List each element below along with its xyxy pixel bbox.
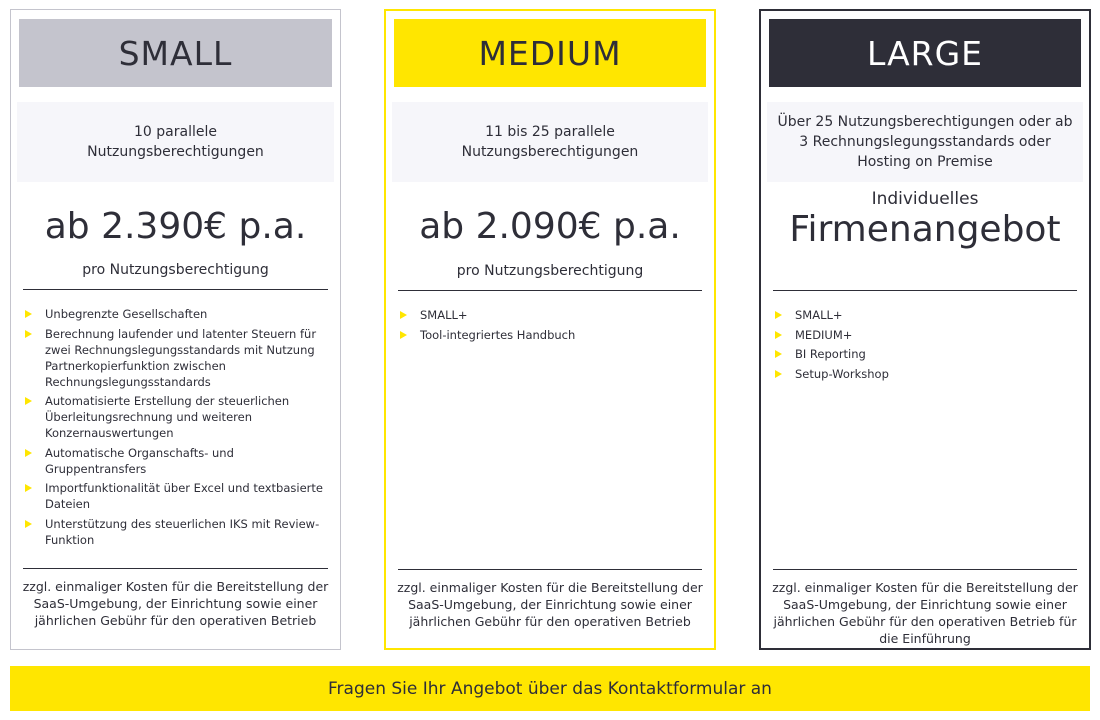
feature-item: Automatisierte Erstellung der steuerlichen Überleitungsrechnung und weiteren Konzernauswertungen [25,393,328,441]
arrow-bullet-icon [25,520,32,528]
arrow-bullet-icon [400,311,407,319]
plan-subtitle-text-medium: 11 bis 25 parallele Nutzungsberechtigungen [461,124,639,160]
feature-item: BI Reporting [775,346,1077,362]
arrow-bullet-icon [775,370,782,378]
feature-item: Unbegrenzte Gesellschaften [25,306,328,322]
plan-footnote-large: zzgl. einmaliger Kosten für die Bereitstellung der SaaS-Umgebung, der Einrichtung sowie einer jährlichen Gebühr für den operativen Betrieb für die Einführung [772,580,1078,646]
plan-price-unit-medium: pro Nutzungsberechtigung [456,263,644,279]
plan-card-large [759,9,1091,650]
plan-footnote-small: zzgl. einmaliger Kosten für die Bereitstellung der SaaS-Umgebung, der Einrichtung sowie einer jährlichen Gebühr für den operativen Betrieb [22,579,329,628]
arrow-bullet-icon [25,397,32,405]
plan-price-medium: ab 2.090€ p.a. [419,206,681,247]
divider [773,569,1077,570]
divider [23,289,328,290]
feature-list-small [25,306,328,551]
plan-price-unit-small: pro Nutzungsberechtigung [82,262,269,278]
divider [398,290,702,291]
feature-item: MEDIUM+ [775,327,1077,343]
plan-subtitle-text-large: Über 25 Nutzungsberechtigungen oder ab 3 Rechnungslegungsstandards oder Hosting on Premise [777,114,1073,170]
plan-name-medium: MEDIUM [394,19,706,87]
divider [398,569,702,570]
feature-item: Automatische Organschafts- und Gruppentransfers [25,445,328,477]
plan-price-small: ab 2.390€ p.a. [44,206,307,247]
offer-label: Individuelles [871,189,979,209]
feature-item: SMALL+ [400,307,702,323]
arrow-bullet-icon [25,484,32,492]
feature-item: Unterstützung des steuerlichen IKS mit Review-Funktion [25,516,328,548]
feature-list-medium [400,307,702,346]
arrow-bullet-icon [775,311,782,319]
divider [773,290,1077,291]
plan-name-large: LARGE [769,19,1081,87]
arrow-bullet-icon [25,449,32,457]
plan-subtitle-large [767,102,1083,182]
contact-form-cta-button[interactable]: Fragen Sie Ihr Angebot über das Kontaktformular an [10,666,1090,711]
arrow-bullet-icon [25,310,32,318]
divider [23,568,328,569]
arrow-bullet-icon [400,331,407,339]
arrow-bullet-icon [775,350,782,358]
arrow-bullet-icon [775,331,782,339]
feature-list-large [775,307,1077,385]
plan-subtitle-small [17,102,334,182]
arrow-bullet-icon [25,330,32,338]
feature-item: Setup-Workshop [775,366,1077,382]
plan-card-small [10,9,341,650]
feature-item: Tool-integriertes Handbuch [400,327,702,343]
plan-card-medium [384,9,716,650]
plan-footnote-medium: zzgl. einmaliger Kosten für die Bereitstellung der SaaS-Umgebung, der Einrichtung sowie einer jährlichen Gebühr für den operativen Betrieb [397,580,703,629]
plan-subtitle-text-small: 10 parallele Nutzungsberechtigungen [87,124,264,160]
feature-item: SMALL+ [775,307,1077,323]
offer-title: Firmenangebot [789,209,1061,250]
feature-item: Importfunktionalität über Excel und textbasierte Dateien [25,480,328,512]
plan-name-small: SMALL [19,19,332,87]
plan-subtitle-medium [392,102,708,182]
feature-item: Berechnung laufender und latenter Steuern für zwei Rechnungslegungsstandards mit Nutzung Partnerkopierfunktion zwischen Rechnungslegungsstandards [25,326,328,390]
